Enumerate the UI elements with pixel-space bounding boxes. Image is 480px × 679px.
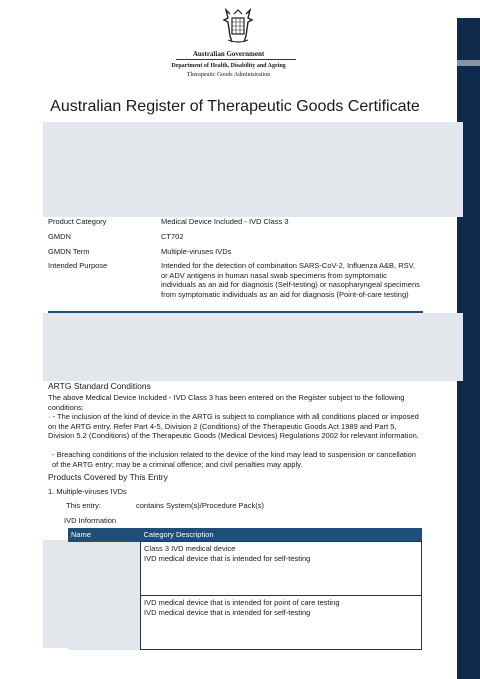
ivd-info-heading: IVD Information [64,516,117,525]
detail-label: GMDN [48,232,71,241]
redacted-block [43,540,68,648]
category-line: IVD medical device that is intended for self-testing [144,553,311,563]
condition-item: - Breaching conditions of the inclusion related to the device of the kind may lead to suspension or cancellation of the ARTG entry; may be a criminal offence; and civil penalties may apply. [52,450,416,469]
band-stripe [457,60,480,66]
column-header: Name [68,528,141,542]
table-header-row [68,528,422,542]
product-item: 1. Multiple-viruses IVDs [48,487,127,496]
redacted-block [43,122,463,217]
government-name: Australian Government [192,50,265,58]
detail-value: Multiple-viruses IVDs [161,247,232,256]
coat-of-arms-icon [216,8,260,46]
name-cell-redacted [68,596,141,650]
category-line: IVD medical device that is intended for point of care testing [144,598,340,607]
category-line: IVD medical device that is intended for self-testing [144,607,311,617]
detail-label: Intended Purpose [48,261,108,270]
table-row [68,542,422,596]
department-name: Department of Health, Disability and Ageing [171,63,286,69]
entry-label: This entry: [66,501,102,510]
entry-value: contains System(s)/Procedure Pack(s) [136,501,264,510]
page-title: Australian Register of Therapeutic Goods Certificate [50,98,420,115]
table-row [68,596,422,650]
agency-name: Therapeutic Goods Administration [186,72,271,78]
detail-label: Product Category [48,217,107,226]
column-header: Category Description [141,528,422,542]
products-heading: Products Covered by This Entry [48,472,168,482]
detail-value: CT702 [161,232,184,241]
band-stripe [457,0,480,18]
redacted-block [43,313,463,381]
conditions-intro: The above Medical Device Included - IVD Class 3 has been entered on the Register subject to the following conditions: [48,393,405,412]
conditions-heading: ARTG Standard Conditions [48,381,151,391]
header-divider [176,59,296,60]
detail-label: GMDN Term [48,247,90,256]
category-line: Class 3 IVD medical device [144,544,236,553]
category-cell [141,542,422,596]
category-cell [141,596,422,650]
detail-value: Intended for the detection of combination SARS-CoV-2, Influenza A&B, RSV, or ADV antigens in human nasal swab specimens from symptomatic individuals as an aid for diagnosis (Self-testing) or nasopharyngeal specimens from symptomatic individuals as an aid for diagnosis (Point-of-care testing) [161,261,420,299]
name-cell-redacted [68,542,141,596]
condition-item: · - The inclusion of the kind of device in the ARTG is subject to compliance with all conditions placed or imposed on the ARTG entry. Refer Part 4-5, Division 2 (Conditions) of the Therapeutic Goods Act 1989 and Part 5, Division 5.2 (Conditions) of the Therapeutic Goods (Medical Devices) Regulations 2002 for relevant information. [48,412,419,440]
ivd-table [68,528,422,650]
detail-value: Medical Device Included - IVD Class 3 [161,217,289,226]
